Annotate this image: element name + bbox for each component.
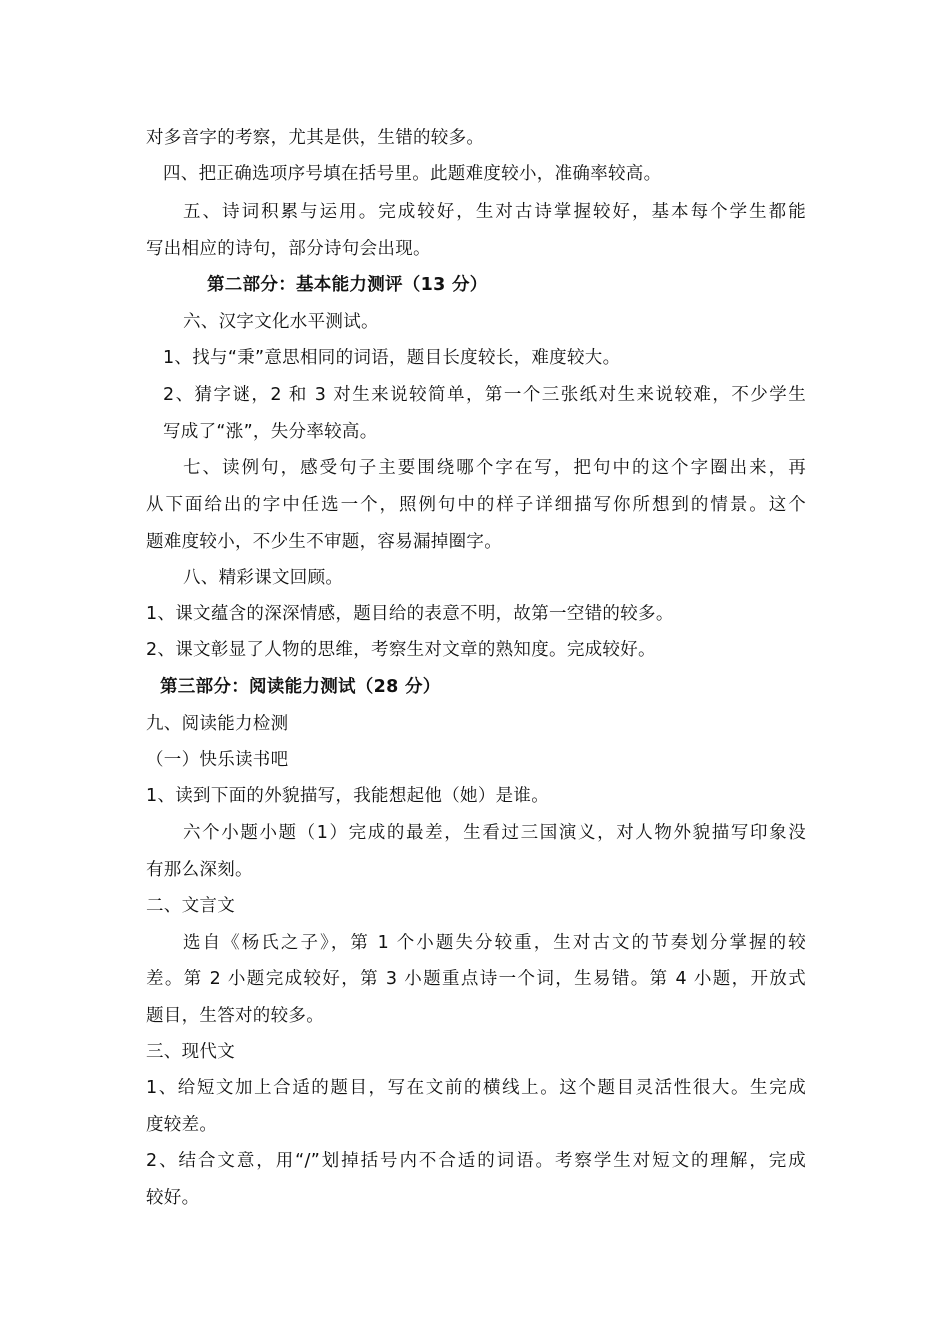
text-line: 题难度较小，不少生不审题，容易漏掉圈字。 — [146, 532, 502, 552]
text-line: 二、文言文 — [146, 896, 235, 916]
text-line: 五、诗词积累与运用。完成较好，生对古诗掌握较好，基本每个学生都能 — [183, 202, 806, 222]
text-line: 写出相应的诗句，部分诗句会出现。 — [146, 239, 431, 259]
text-line: 写成了“涨”，失分率较高。 — [163, 422, 378, 442]
text-line: 1、找与“秉”意思相同的词语，题目长度较长，难度较大。 — [163, 348, 621, 368]
text-line: 七、读例句，感受句子主要围绕哪个字在写，把句中的这个字圈出来，再 — [183, 458, 806, 478]
text-line: 三、现代文 — [146, 1042, 235, 1062]
text-line: 四、把正确选项序号填在括号里。此题难度较小，准确率较高。 — [163, 164, 662, 184]
text-line: 2、结合文意，用“/”划掉括号内不合适的词语。考察学生对短文的理解，完成 — [146, 1151, 806, 1171]
text-line: 1、读到下面的外貌描写，我能想起他（她）是谁。 — [146, 786, 550, 806]
text-line: 九、阅读能力检测 — [146, 714, 289, 734]
text-line: 2、课文彰显了人物的思维，考察生对文章的熟知度。完成较好。 — [146, 640, 656, 660]
text-line: 六个小题小题（1）完成的最差，生看过三国演义，对人物外貌描写印象没 — [183, 823, 806, 843]
text-line: 度较差。 — [146, 1115, 218, 1135]
text-line: 对多音字的考察，尤其是供，生错的较多。 — [146, 128, 485, 148]
text-line: 有那么深刻。 — [146, 860, 253, 880]
text-line: 较好。 — [146, 1188, 200, 1208]
section-heading: 第三部分：阅读能力测试（28 分） — [160, 677, 441, 697]
section-heading: 第二部分：基本能力测评（13 分） — [207, 275, 488, 295]
text-line: 从下面给出的字中任选一个，照例句中的样子详细描写你所想到的情景。这个 — [146, 495, 806, 515]
text-line: 差。第 2 小题完成较好，第 3 小题重点诗一个词，生易错。第 4 小题，开放式 — [146, 969, 806, 989]
text-line: 2、猜字谜，2 和 3 对生来说较简单，第一个三张纸对生来说较难，不少学生 — [163, 385, 806, 405]
text-line: 选自《杨氏之子》，第 1 个小题失分较重，生对古文的节奏划分掌握的较 — [183, 933, 806, 953]
text-line: 八、精彩课文回顾。 — [183, 568, 344, 588]
text-line: 题目，生答对的较多。 — [146, 1006, 324, 1026]
text-line: 六、汉字文化水平测试。 — [183, 312, 379, 332]
text-line: （一）快乐读书吧 — [146, 750, 289, 770]
text-line: 1、课文蕴含的深深情感，题目给的表意不明，故第一空错的较多。 — [146, 604, 674, 624]
text-line: 1、给短文加上合适的题目，写在文前的横线上。这个题目灵活性很大。生完成 — [146, 1078, 806, 1098]
